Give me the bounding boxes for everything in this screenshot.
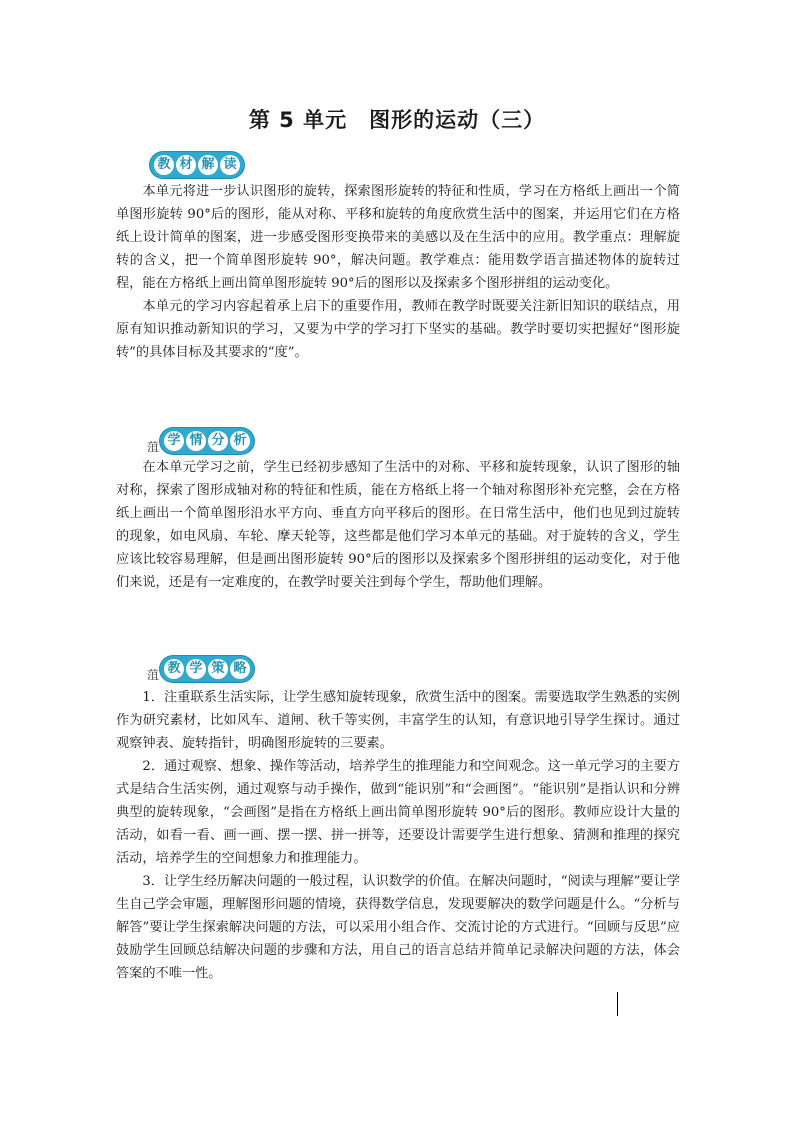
section-prefix: 菹 [147, 440, 160, 454]
badge-char: 教 [154, 155, 174, 175]
page-title: 第 5 单元 图形的运动（三） [248, 108, 546, 132]
paragraph: 本单元将进一步认识图形的旋转，探索图形旋转的特征和性质，学习在方格纸上画出一个简单图形旋转 90°后的图形，能从对称、平移和旋转的角度欣赏生活中的图案，并运用它们在方格纸上设计简单的图案，进一步感受图形变换带来的美感以及在生活中的应用。教学重点：理解旋转的含义，把一个简单图形旋转 90°，解决问题。教学难点：能用数学语言描述物体的旋转过程，能在方格纸上画出简单图形旋转 90°后的图形以及探索多个图形拼组的运动变化。 [116, 184, 680, 291]
section-badge [160, 428, 254, 454]
section-badge [150, 152, 244, 178]
section-header [147, 426, 680, 454]
badge-char: 策 [208, 659, 228, 679]
badge-char: 读 [220, 155, 240, 175]
section-student-analysis [116, 426, 680, 594]
paragraph: 在本单元学习之前，学生已经初步感知了生活中的对称、平移和旋转现象，认识了图形的轴对称，探索了图形成轴对称的特征和性质，能在方格纸上将一个轴对称图形补充完整，会在方格纸上画出一个简单图形沿水平方向、垂直方向平移后的图形。在日常生活中，他们也见到过旋转的现象，如电风扇、车轮、摩天轮等，这些都是他们学习本单元的基础。对于旋转的含义，学生应该比较容易理解，但是画出图形旋转 90°后的图形以及探索多个图形拼组的运动变化，对于他们来说，还是有一定难度的，在教学时要关注到每个学生，帮助他们理解。 [116, 460, 680, 590]
section-textbook-interpretation [116, 150, 680, 364]
badge-char: 学 [164, 431, 184, 451]
margin-mark [617, 992, 618, 1016]
paragraph: 本单元的学习内容起着承上启下的重要作用，教师在教学时既要关注新旧知识的联结点，用原有知识推动新知识的学习，又要为中学的学习打下坚实的基础。教学时要切实把握好“图形旋转”的具体目标及其要求的“度”。 [116, 299, 680, 360]
badge-char: 学 [186, 659, 206, 679]
badge-char: 材 [176, 155, 196, 175]
badge-char: 解 [198, 155, 218, 175]
section-badge [160, 656, 254, 682]
badge-char: 略 [230, 659, 250, 679]
paragraph: 3．让学生经历解决问题的一般过程，认识数学的价值。在解决问题时，“阅读与理解”要让学生自己学会审题，理解图形问题的情境，获得数学信息，发现要解决的数学问题是什么。“分析与解答”要让学生探索解决问题的方法，可以采用小组合作、交流讨论的方式进行。“回顾与反思”应鼓励学生回顾总结解决问题的步骤和方法，用自己的语言总结并简单记录解决问题的方法，体会答案的不唯一性。 [116, 874, 680, 981]
badge-char: 分 [208, 431, 228, 451]
badge-char: 情 [186, 431, 206, 451]
badge-char: 析 [230, 431, 250, 451]
badge-char: 教 [164, 659, 184, 679]
section-teaching-strategy [116, 654, 680, 985]
paragraph: 2．通过观察、想象、操作等活动，培养学生的推理能力和空间观念。这一单元学习的主要方式是结合生活实例，通过观察与动手操作，做到“能识别”和“会画图”。“能识别”是指认识和分辨典型的旋转现象，“会画图”是指在方格纸上画出简单图形旋转 90°后的图形。教师应设计大量的活动，如看一看、画一画、摆一摆、拼一拼等，还要设计需要学生进行想象、猜测和推理的探究活动，培养学生的空间想象力和推理能力。 [116, 759, 680, 866]
paragraph: 1．注重联系生活实际，让学生感知旋转现象，欣赏生活中的图案。需要选取学生熟悉的实例作为研究素材，比如风车、道闸、秋千等实例，丰富学生的认知，有意识地引导学生探讨。通过观察钟表、旋转指针，明确图形旋转的三要素。 [116, 690, 680, 751]
section-prefix: 菹 [147, 668, 160, 682]
section-header [147, 654, 680, 682]
section-header [150, 150, 680, 178]
